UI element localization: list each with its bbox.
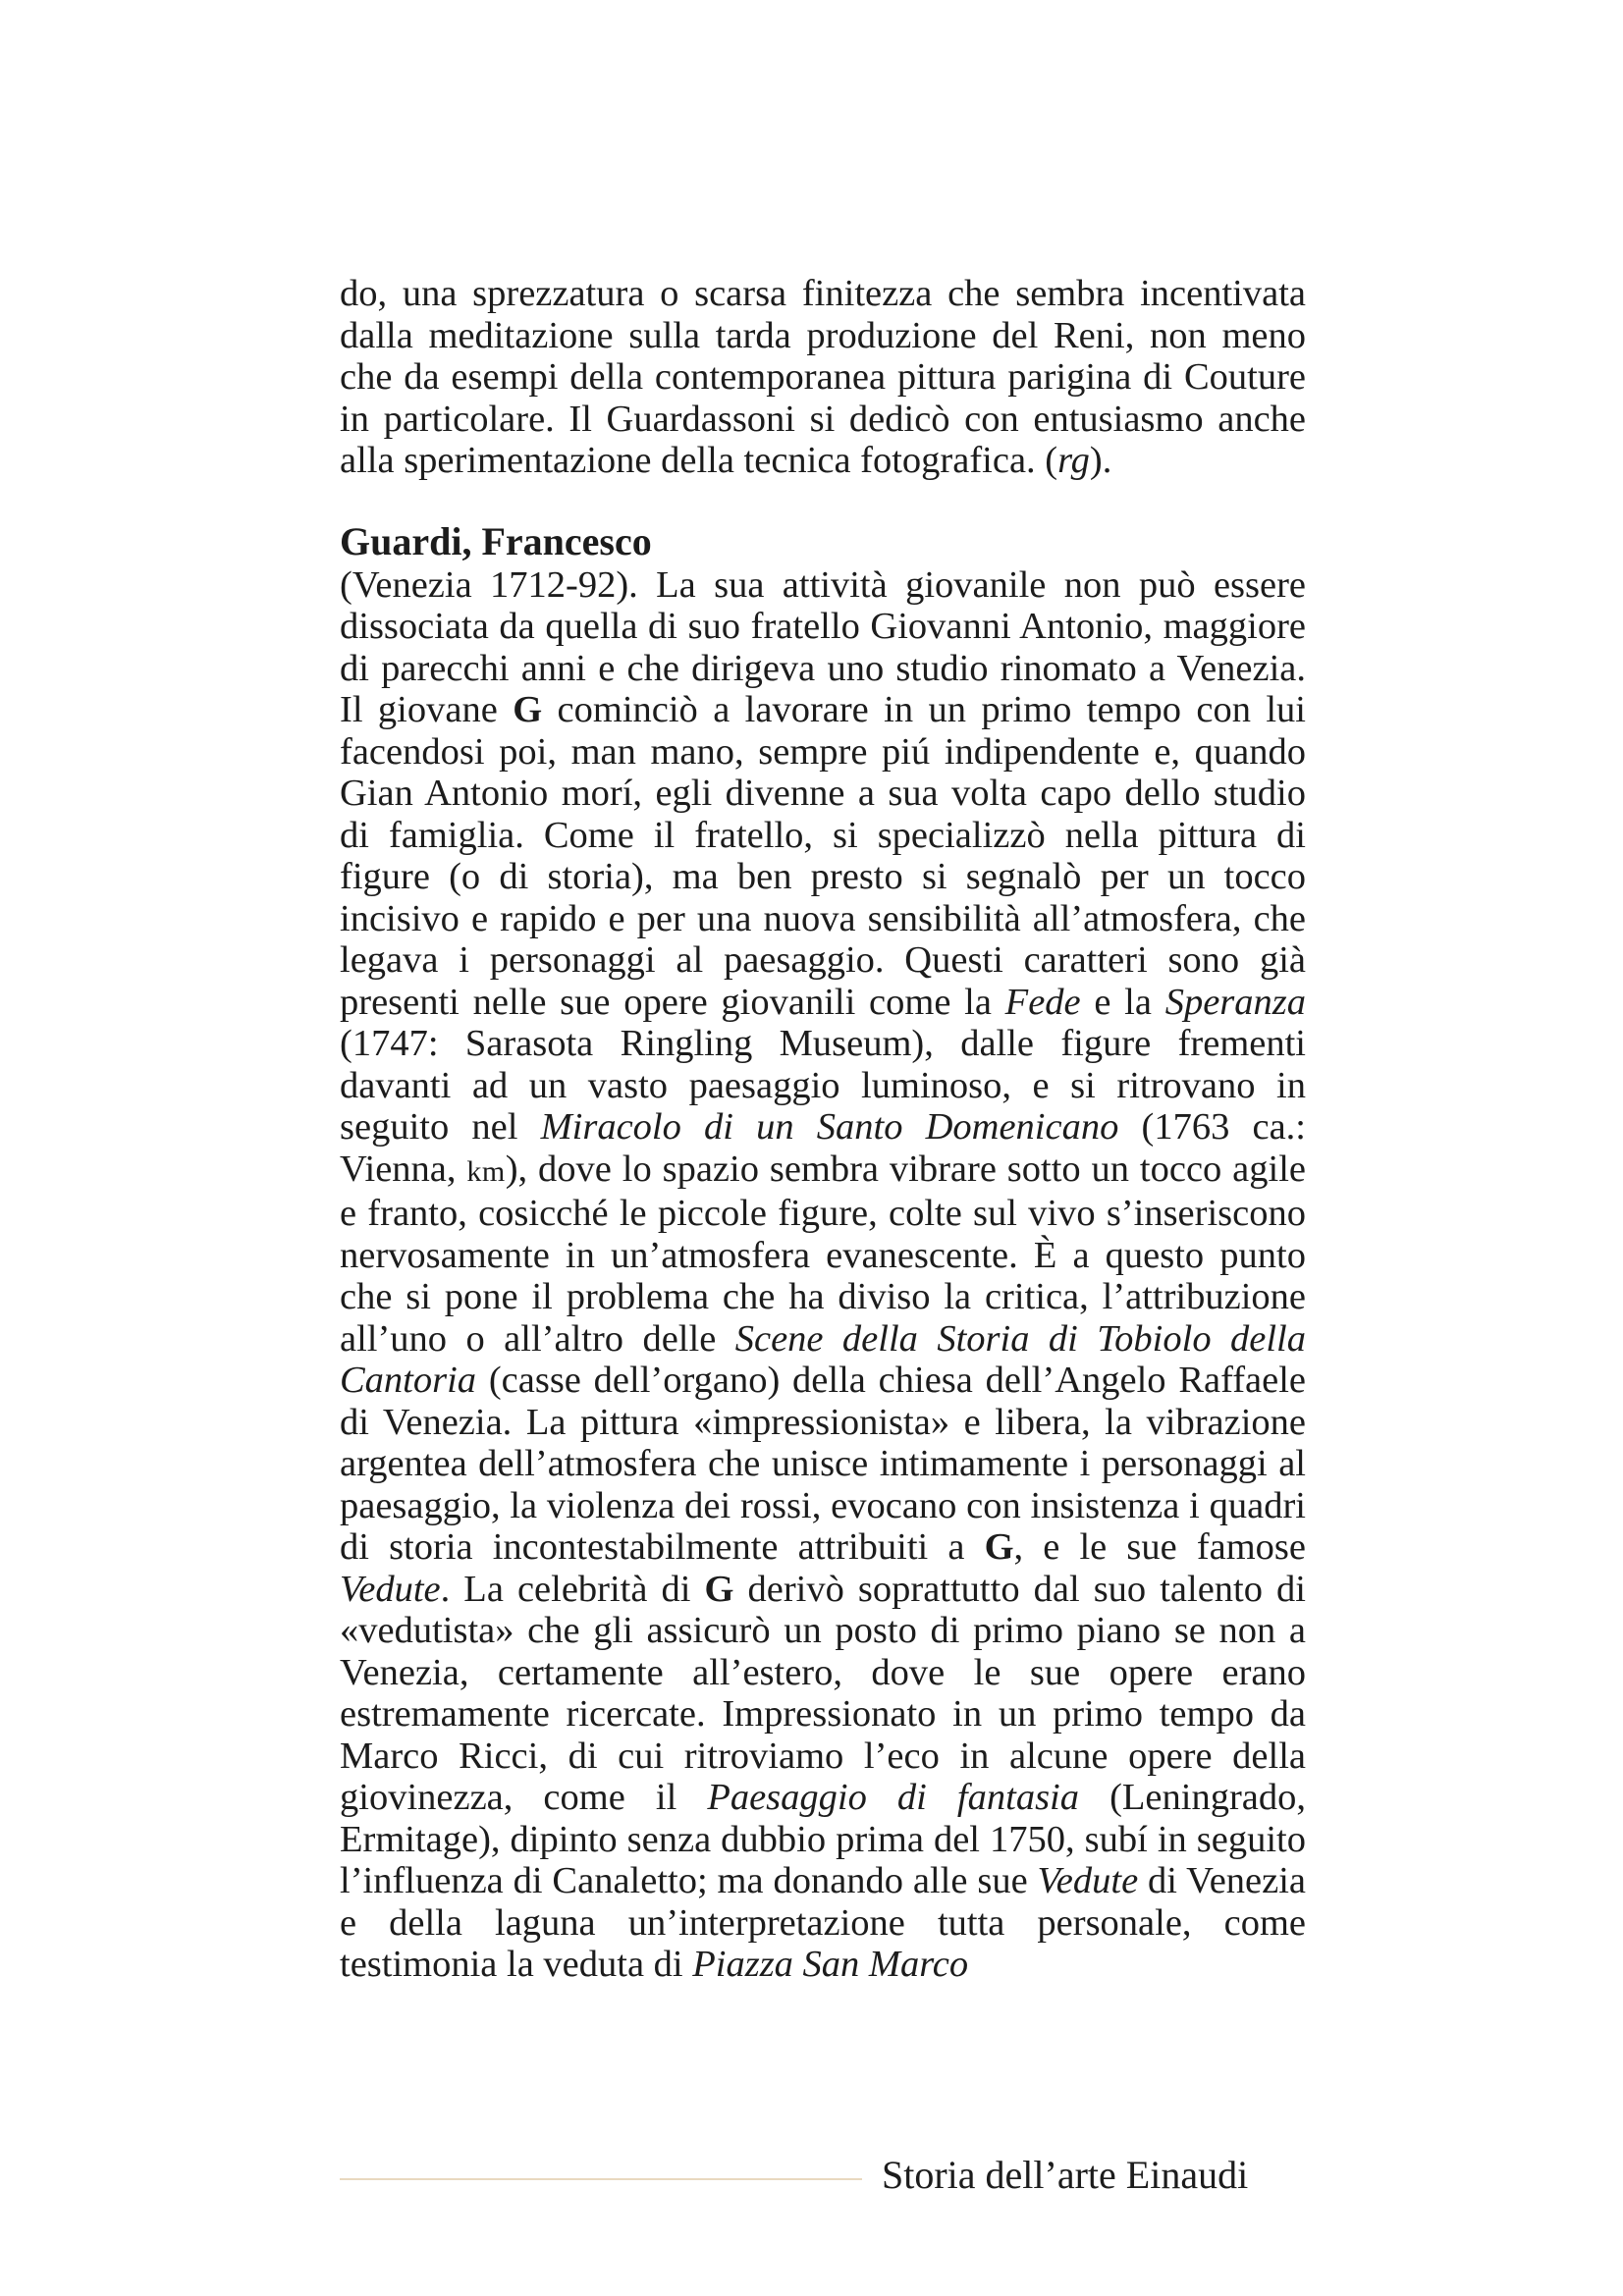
footer-title: Storia dell’arte Einaudi bbox=[882, 2153, 1249, 2197]
footer-rule bbox=[340, 2178, 862, 2180]
entry-text-segment: (casse dell’organo) della chiesa dell’Angelo Raffaele di Venezia. La pittura «impressionista» e libera, la vibrazione argentea dell’atmosfera che unisce intimamente i personaggi al paesaggio, la violenza dei rossi, evocano con insistenza i quadri di storia incontestabilmente attribuiti a bbox=[340, 1360, 1306, 1568]
entry-text-segment: , e le sue famose bbox=[1013, 1526, 1306, 1568]
artwork-title: Fede bbox=[1004, 981, 1081, 1023]
entry-text-segment: e la bbox=[1080, 981, 1165, 1023]
entry-text-segment: . La celebrità di bbox=[440, 1568, 705, 1610]
author-initials: rg bbox=[1057, 440, 1090, 481]
entry-abbreviation: G bbox=[704, 1568, 734, 1610]
entry-text-segment: cominciò a lavorare in un primo tempo con lui facendosi poi, man mano, sempre piú indipendente e, quando Gian Antonio morí, egli divenne a sua volta capo dello studio di famiglia. Come il fratello, si specializzò nella pittura di figure (o di storia), ma ben presto si segnalò per un tocco incisivo e rapido e per una nuova sensibilità all’atmosfera, che legava i personaggi al paesaggio. Questi caratteri sono già presenti nelle sue opere giovanili come la bbox=[340, 689, 1306, 1023]
entry-text-segment: di Venezia e della laguna un’interpretazione tutta personale, come testimonia la veduta di bbox=[340, 1860, 1307, 1985]
artwork-title: Scene della Storia di Tobiolo della Cantoria bbox=[340, 1317, 1306, 1401]
artwork-title: Vedute bbox=[1037, 1860, 1139, 1901]
previous-entry-text bbox=[340, 273, 1306, 482]
artwork-title: Piazza San Marco bbox=[692, 1944, 969, 1985]
entry-text bbox=[340, 564, 1306, 1986]
museum-abbreviation: km bbox=[466, 1154, 506, 1188]
entry-text-segment: (1747: Sarasota Ringling Museum), dalle figure frementi davanti ad un vasto paesaggio luminoso, e si ritrovano in seguito nel bbox=[340, 1023, 1306, 1148]
entry-text-segment: derivò soprattutto dal suo talento di «vedutista» che gli assicurò un posto di primo piano se non a Venezia, certamente all’estero, dove le sue opere erano estremamente ricercate. Impressionato in un primo tempo da Marco Ricci, di cui ritroviamo l’eco in alcune opere della giovinezza, come il bbox=[340, 1568, 1306, 1818]
entry-text-segment: (Leningrado, Ermitage), dipinto senza dubbio prima del 1750, subí in seguito l’influenza di Canaletto; ma donando alle sue bbox=[340, 1777, 1306, 1901]
previous-entry-end: ). bbox=[1089, 440, 1112, 481]
artwork-title: Speranza bbox=[1164, 981, 1307, 1023]
entry-abbreviation: G bbox=[984, 1526, 1014, 1568]
entry-abbreviation: G bbox=[513, 689, 543, 730]
previous-entry-body: do, una sprezzatura o scarsa finitezza che sembra incentivata dalla meditazione sulla tarda produzione del Reni, non meno che da esempi della contemporanea pittura parigina di Couture in particolare. Il Guardassoni si dedicò con entusiasmo anche alla sperimentazione della tecnica fotografica. ( bbox=[340, 273, 1306, 481]
entry-text-segment: (Venezia 1712-92). La sua attività giovanile non può essere dissociata da quella di suo fratello Giovanni Antonio, maggiore di parecchi anni e che dirigeva uno studio rinomato a Venezia. Il giovane bbox=[340, 563, 1306, 730]
artwork-title: Paesaggio di fantasia bbox=[707, 1777, 1080, 1818]
artwork-title: Miracolo di un Santo Domenicano bbox=[540, 1106, 1119, 1148]
artwork-title: Vedute bbox=[340, 1568, 441, 1610]
entry-text-segment: ), dove lo spazio sembra vibrare sotto un tocco agile e franto, cosicché le piccole figure, colte sul vivo s’inseriscono nervosamente in un’atmosfera evanescente. È a questo punto che si pone il problema che ha diviso la critica, l’attribuzione all’uno o all’altro delle bbox=[340, 1148, 1306, 1360]
entry-title: Guardi, Francesco bbox=[340, 518, 652, 563]
entry-text-segment: (1763 ca.: Vienna, bbox=[340, 1106, 1306, 1190]
page-body bbox=[340, 273, 1306, 1986]
